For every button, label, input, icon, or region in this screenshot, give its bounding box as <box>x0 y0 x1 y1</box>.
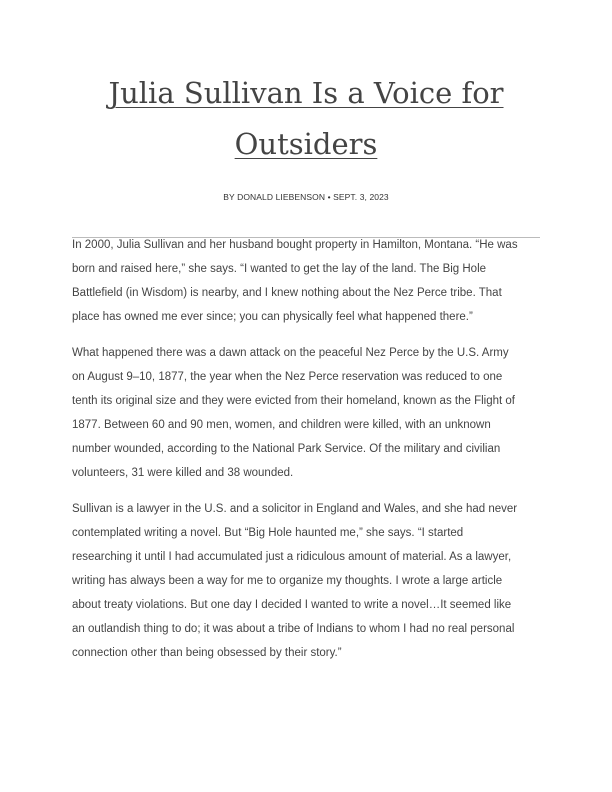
paragraph-1 <box>72 233 552 329</box>
text-line: In 2000, Julia Sullivan and her husband bought property in Hamilton, Montana. “He was <box>72 239 518 251</box>
title-line-2 <box>0 119 612 170</box>
paragraph-2 <box>72 341 552 485</box>
text-line: 1877. Between 60 and 90 men, women, and children were killed, with an unknown <box>72 419 491 431</box>
text-line: volunteers, 31 were killed and 38 wounded. <box>72 467 294 479</box>
text-line: What happened there was a dawn attack on the peaceful Nez Perce by the U.S. Army <box>72 347 509 359</box>
text-line: contemplated writing a novel. But “Big Hole haunted me,” she says. “I started <box>72 527 464 539</box>
text-line: tenth its original size and they were evicted from their homeland, known as the Flight of <box>72 395 515 407</box>
article-body <box>72 233 552 677</box>
article-title <box>0 68 612 170</box>
text-line: researching it until I had accumulated just a ridiculous amount of material. As a lawyer, <box>72 551 512 563</box>
text-line: place has owned me ever since; you can physically feel what happened there.” <box>72 311 473 323</box>
text-line: connection other than being obsessed by their story.” <box>72 647 342 659</box>
text-line: number wounded, according to the National Park Service. Of the military and civilian <box>72 443 501 455</box>
text-line: born and raised here,” she says. “I wanted to get the lay of the land. The Big Hole <box>72 263 487 275</box>
text-line: Battlefield (in Wisdom) is nearby, and I knew nothing about the Nez Perce tribe. That <box>72 287 502 299</box>
title-line-1 <box>0 68 612 119</box>
paragraph-3 <box>72 497 552 665</box>
text-line: about treaty violations. But one day I decided I wanted to write a novel…It seemed like <box>72 599 512 611</box>
text-line: an outlandish thing to do; it was about a tribe of Indians to whom I had no real personal <box>72 623 515 635</box>
title-line-1-text: Julia Sullivan Is a Voice for <box>108 76 504 110</box>
text-line: on August 9–10, 1877, the year when the Nez Perce reservation was reduced to one <box>72 371 503 383</box>
text-line: writing has always been a way for me to organize my thoughts. I wrote a large article <box>72 575 503 587</box>
byline: BY DONALD LIEBENSON • SEPT. 3, 2023 <box>223 192 389 202</box>
text-line: Sullivan is a lawyer in the U.S. and a solicitor in England and Wales, and she had never <box>72 503 518 515</box>
title-line-2-text: Outsiders <box>234 127 378 161</box>
